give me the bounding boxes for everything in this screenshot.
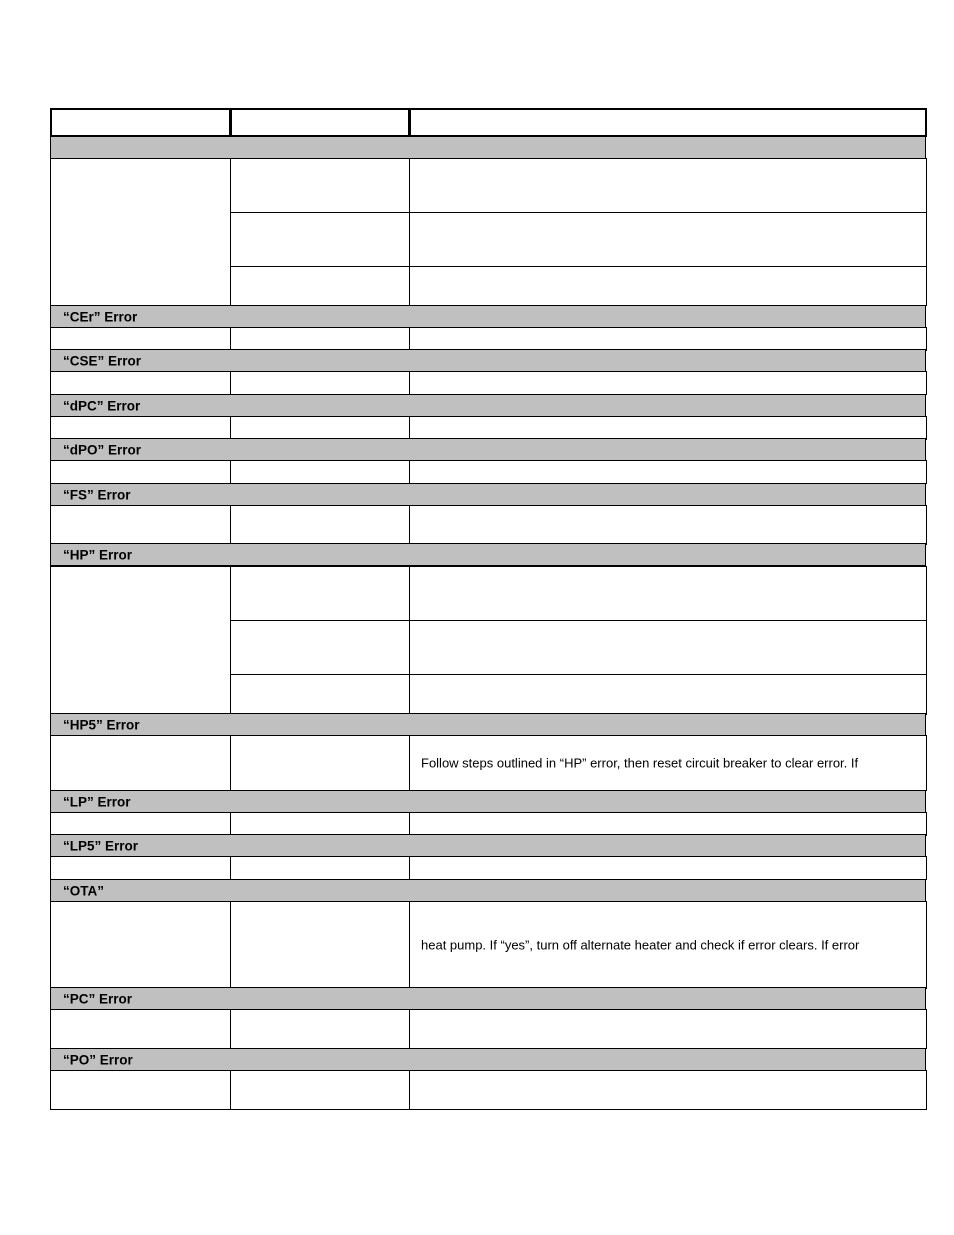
remedy-cell	[409, 674, 927, 715]
cause-cell	[230, 674, 410, 715]
cause-cell	[230, 812, 410, 836]
remedy-cell	[409, 416, 927, 440]
problem-cell	[50, 1070, 231, 1110]
cause-cell	[230, 505, 410, 545]
cause-cell	[230, 327, 410, 351]
section-label: “dPO” Error	[63, 442, 142, 457]
problem-cell	[50, 371, 231, 395]
remedy-cell	[409, 371, 927, 395]
section-band-cse	[50, 349, 926, 372]
problem-cell	[50, 735, 231, 791]
remedy-cell	[409, 1070, 927, 1110]
cause-cell	[230, 1009, 410, 1049]
section-label: “LP5” Error	[63, 838, 139, 853]
problem-cell	[50, 812, 231, 836]
problem-cell	[50, 901, 231, 989]
section-band-cer	[50, 305, 926, 328]
section-label: “PC” Error	[63, 991, 133, 1006]
section-label: “OTA”	[63, 883, 104, 898]
problem-cell	[50, 158, 231, 306]
problem-cell	[50, 327, 231, 351]
cause-cell	[230, 856, 410, 880]
remedy-cell	[409, 735, 927, 791]
remedy-cell	[409, 505, 927, 545]
section-band-po	[50, 1048, 926, 1071]
section-label: “CSE” Error	[63, 353, 142, 368]
problem-cell	[50, 460, 231, 484]
remedy-cell	[409, 158, 927, 214]
section-band-lp5	[50, 834, 926, 857]
remedy-cell	[409, 856, 927, 880]
remedy-cell	[409, 566, 927, 622]
cause-cell	[230, 460, 410, 484]
header-cell-cause	[230, 108, 410, 137]
remedy-cell	[409, 327, 927, 351]
section-band	[50, 136, 926, 159]
problem-cell	[50, 416, 231, 440]
section-band-dpc	[50, 394, 926, 417]
header-cell-remedy	[409, 108, 927, 137]
section-band-dpo	[50, 438, 926, 461]
section-label: “CEr” Error	[63, 309, 138, 324]
problem-cell	[50, 1009, 231, 1049]
remedy-cell	[409, 1009, 927, 1049]
cause-cell	[230, 735, 410, 791]
cause-cell	[230, 266, 410, 306]
problem-cell	[50, 856, 231, 880]
section-label: “HP” Error	[63, 547, 133, 562]
section-band-lp	[50, 790, 926, 813]
remedy-cell	[409, 460, 927, 484]
section-label: “FS” Error	[63, 487, 131, 502]
remedy-cell	[409, 266, 927, 306]
cause-cell	[230, 620, 410, 676]
problem-cell	[50, 505, 231, 545]
cause-cell	[230, 212, 410, 268]
remedy-cell	[409, 812, 927, 836]
section-band-hp5	[50, 713, 926, 736]
section-band-pc	[50, 987, 926, 1010]
section-band-hp	[50, 543, 926, 566]
problem-cell	[50, 566, 231, 715]
remedy-text: Follow steps outlined in “HP” error, then reset circuit breaker to clear error. If	[421, 755, 859, 771]
remedy-cell	[409, 901, 927, 989]
cause-cell	[230, 158, 410, 214]
remedy-cell	[409, 620, 927, 676]
cause-cell	[230, 901, 410, 989]
cause-cell	[230, 416, 410, 440]
section-band-fs	[50, 483, 926, 506]
section-label: “PO” Error	[63, 1052, 133, 1067]
section-label: “HP5” Error	[63, 717, 140, 732]
header-cell-problem	[50, 108, 231, 137]
cause-cell	[230, 566, 410, 622]
cause-cell	[230, 371, 410, 395]
section-label: “dPC” Error	[63, 398, 141, 413]
cause-cell	[230, 1070, 410, 1110]
remedy-text: heat pump. If “yes”, turn off alternate heater and check if error clears. If error	[421, 937, 860, 953]
section-label: “LP” Error	[63, 794, 131, 809]
remedy-cell	[409, 212, 927, 268]
section-band-ota	[50, 879, 926, 902]
